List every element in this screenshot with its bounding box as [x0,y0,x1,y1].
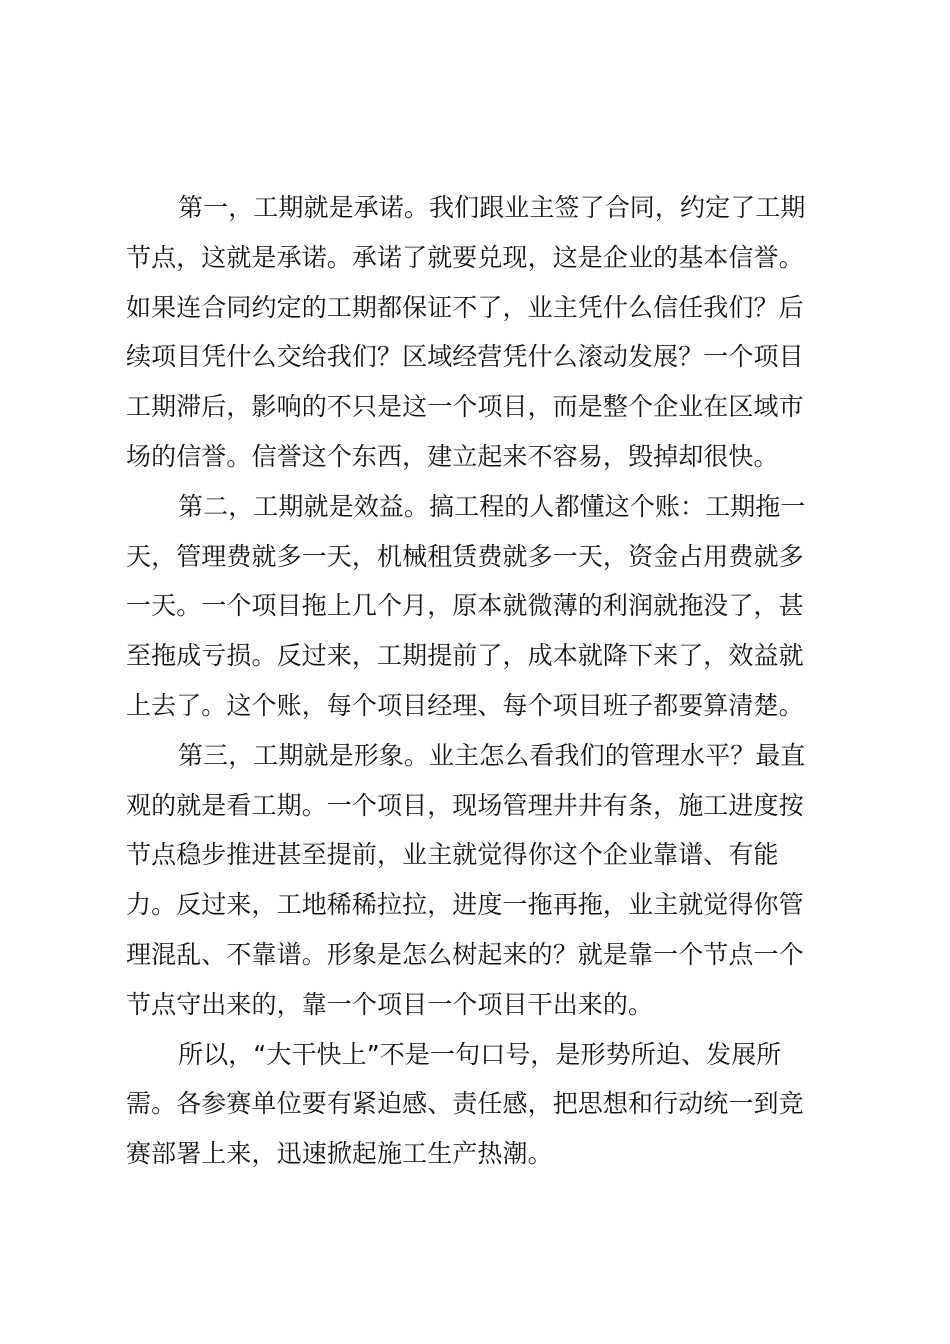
paragraph-1 [126,183,836,482]
text-line: 需。各参赛单位要有紧迫感、责任感，把思想和行动统一到竞 [126,1089,804,1119]
text-line: 观的就是看工期。一个项目，现场管理井井有条，施工进度按 [126,790,804,820]
paragraph-3 [126,731,836,1030]
text-line: 第三，工期就是形象。业主怎么看我们的管理水平？最直 [178,740,806,770]
text-line: 工期滞后，影响的不只是这一个项目，而是整个企业在区域市 [126,392,804,422]
text-line: 一天。一个项目拖上几个月，原本就微薄的利润就拖没了，甚 [126,591,804,621]
document-body [126,183,836,1179]
text-line: 如果连合同约定的工期都保证不了，业主凭什么信任我们？后 [126,292,804,322]
text-line: 力。反过来，工地稀稀拉拉，进度一拖再拖，业主就觉得你管 [126,890,804,920]
text-line: 至拖成亏损。反过来，工期提前了，成本就降下来了，效益就 [126,641,804,671]
text-line: 理混乱、不靠谱。形象是怎么树起来的？就是靠一个节点一个 [126,939,804,969]
text-line: 所以，“大干快上”不是一句口号，是形势所迫、发展所 [178,1039,782,1069]
text-line: 赛部署上来，迅速掀起施工生产热潮。 [126,1139,553,1169]
text-line: 节点稳步推进甚至提前，业主就觉得你这个企业靠谱、有能 [126,840,779,870]
text-line: 场的信誉。信誉这个东西，建立起来不容易，毁掉却很快。 [126,441,779,471]
text-line: 天，管理费就多一天，机械租赁费就多一天，资金占用费就多 [126,541,804,571]
text-line: 第二，工期就是效益。搞工程的人都懂这个账：工期拖一 [178,491,806,521]
text-line: 上去了。这个账，每个项目经理、每个项目班子都要算清楚。 [126,690,804,720]
text-line: 第一，工期就是承诺。我们跟业主签了合同，约定了工期 [178,193,806,222]
paragraph-2 [126,482,836,731]
text-line: 节点守出来的，靠一个项目一个项目干出来的。 [126,989,654,1019]
paragraph-4 [126,1030,836,1179]
text-line: 节点，这就是承诺。承诺了就要兑现，这是企业的基本信誉。 [126,242,804,272]
text-line: 续项目凭什么交给我们？区域经营凭什么滚动发展？一个项目 [126,342,804,372]
